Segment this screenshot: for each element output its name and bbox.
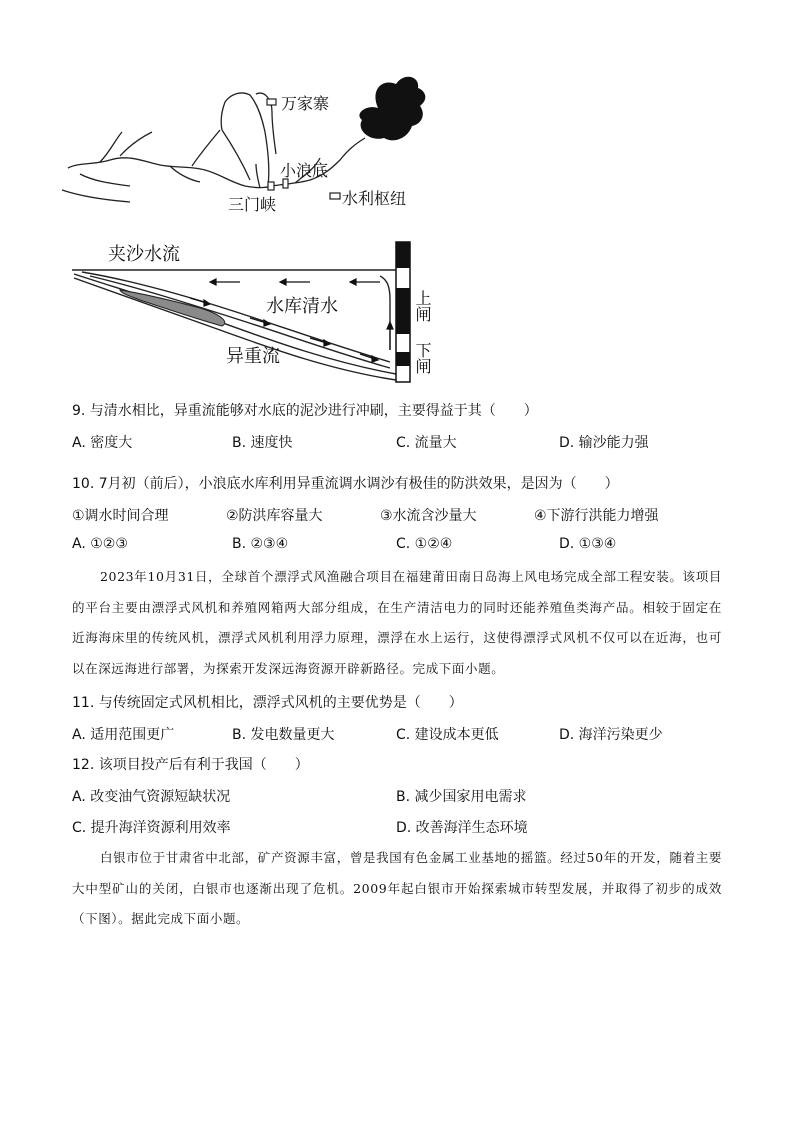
dam-marker-sanmenxia xyxy=(268,182,274,190)
label-density-current: 异重流 xyxy=(226,346,280,367)
river-map-figure xyxy=(60,70,460,220)
question-11-stem: 11. 与传统固定式风机相比，漂浮式风机的主要优势是（ ） xyxy=(72,695,463,711)
label-wanjiazhai: 万家寨 xyxy=(281,94,330,113)
q10-statement-4: ④下游行洪能力增强 xyxy=(534,508,659,524)
passage-floating-wind xyxy=(72,562,722,684)
q10-option-a[interactable]: A. ①②③ xyxy=(72,536,128,552)
q11-option-d[interactable]: D. 海洋污染更少 xyxy=(559,727,663,743)
dam-marker-wanjiazhai xyxy=(267,99,276,105)
q12-option-d[interactable]: D. 改善海洋生态环境 xyxy=(396,820,528,836)
legend-label-dam: 水利枢纽 xyxy=(342,189,407,208)
q10-statement-2: ②防洪库容量大 xyxy=(226,508,323,524)
q11-option-a[interactable]: A. 适用范围更广 xyxy=(72,727,175,743)
sediment-deposit xyxy=(120,290,225,326)
q12-option-c[interactable]: C. 提升海洋资源利用效率 xyxy=(72,820,231,836)
density-current-section-figure xyxy=(60,234,460,394)
q12-option-b[interactable]: B. 减少国家用电需求 xyxy=(396,789,527,805)
q9-option-a[interactable]: A. 密度大 xyxy=(72,435,133,451)
label-lower-gate: 下闸 xyxy=(413,342,432,374)
dam-structure xyxy=(396,242,410,382)
q12-option-a[interactable]: A. 改变油气资源短缺状况 xyxy=(72,789,231,805)
q10-option-c[interactable]: C. ①②④ xyxy=(396,536,453,552)
label-sediment-flow: 夹沙水流 xyxy=(108,244,180,265)
passage-1-text: 2023年10月31日，全球首个漂浮式风渔融合项目在福建莆田南日岛海上风电场完成全部工程安装。该项目的平台主要由漂浮式风机和养殖网箱两大部分组成，在生产清洁电力的同时还能养殖鱼类海产品。相较于固定在近海海床里的传统风机，漂浮式风机利用浮力原理，漂浮在水上运行，这使得漂浮式风机不仅可以在近海，也可以在深远海进行部署，为探索开发深远海资源开辟新路径。完成下面小题。 xyxy=(72,569,722,676)
question-12-stem: 12. 该项目投产后有利于我国（ ） xyxy=(72,757,309,773)
label-upper-gate: 上闸 xyxy=(413,290,432,322)
question-9-stem: 9. 与清水相比，异重流能够对水底的泥沙进行冲刷，主要得益于其（ ） xyxy=(72,403,538,419)
q11-option-b[interactable]: B. 发电数量更大 xyxy=(232,727,335,743)
q11-option-c[interactable]: C. 建设成本更低 xyxy=(396,727,499,743)
q9-option-c[interactable]: C. 流量大 xyxy=(396,435,457,451)
legend-dam-symbol xyxy=(330,193,340,199)
q10-statement-3: ③水流含沙量大 xyxy=(380,508,477,524)
label-sanmenxia: 三门峡 xyxy=(228,195,277,214)
lake-blob xyxy=(359,77,425,141)
question-10-stem: 10. 7月初（前后），小浪底水库利用异重流调水调沙有极佳的防洪效果，是因为（ ） xyxy=(72,476,619,492)
label-xiaolangdi: 小浪底 xyxy=(280,161,329,180)
q9-option-b[interactable]: B. 速度快 xyxy=(232,435,293,451)
passage-baiyin-city xyxy=(72,843,722,935)
passage-2-text: 白银市位于甘肃省中北部，矿产资源丰富，曾是我国有色金属工业基地的摇篮。经过50年的开发，随着主要大中型矿山的关闭，白银市也逐渐出现了危机。2009年起白银市开始探索城市转型发展，并取得了初步的成效（下图）。据此完成下面小题。 xyxy=(72,850,722,926)
label-clear-water: 水库清水 xyxy=(266,296,338,317)
q10-option-d[interactable]: D. ①③④ xyxy=(559,536,617,552)
q9-option-d[interactable]: D. 输沙能力强 xyxy=(559,435,649,451)
q10-option-b[interactable]: B. ②③④ xyxy=(232,536,289,552)
q10-statement-1: ①调水时间合理 xyxy=(72,508,169,524)
